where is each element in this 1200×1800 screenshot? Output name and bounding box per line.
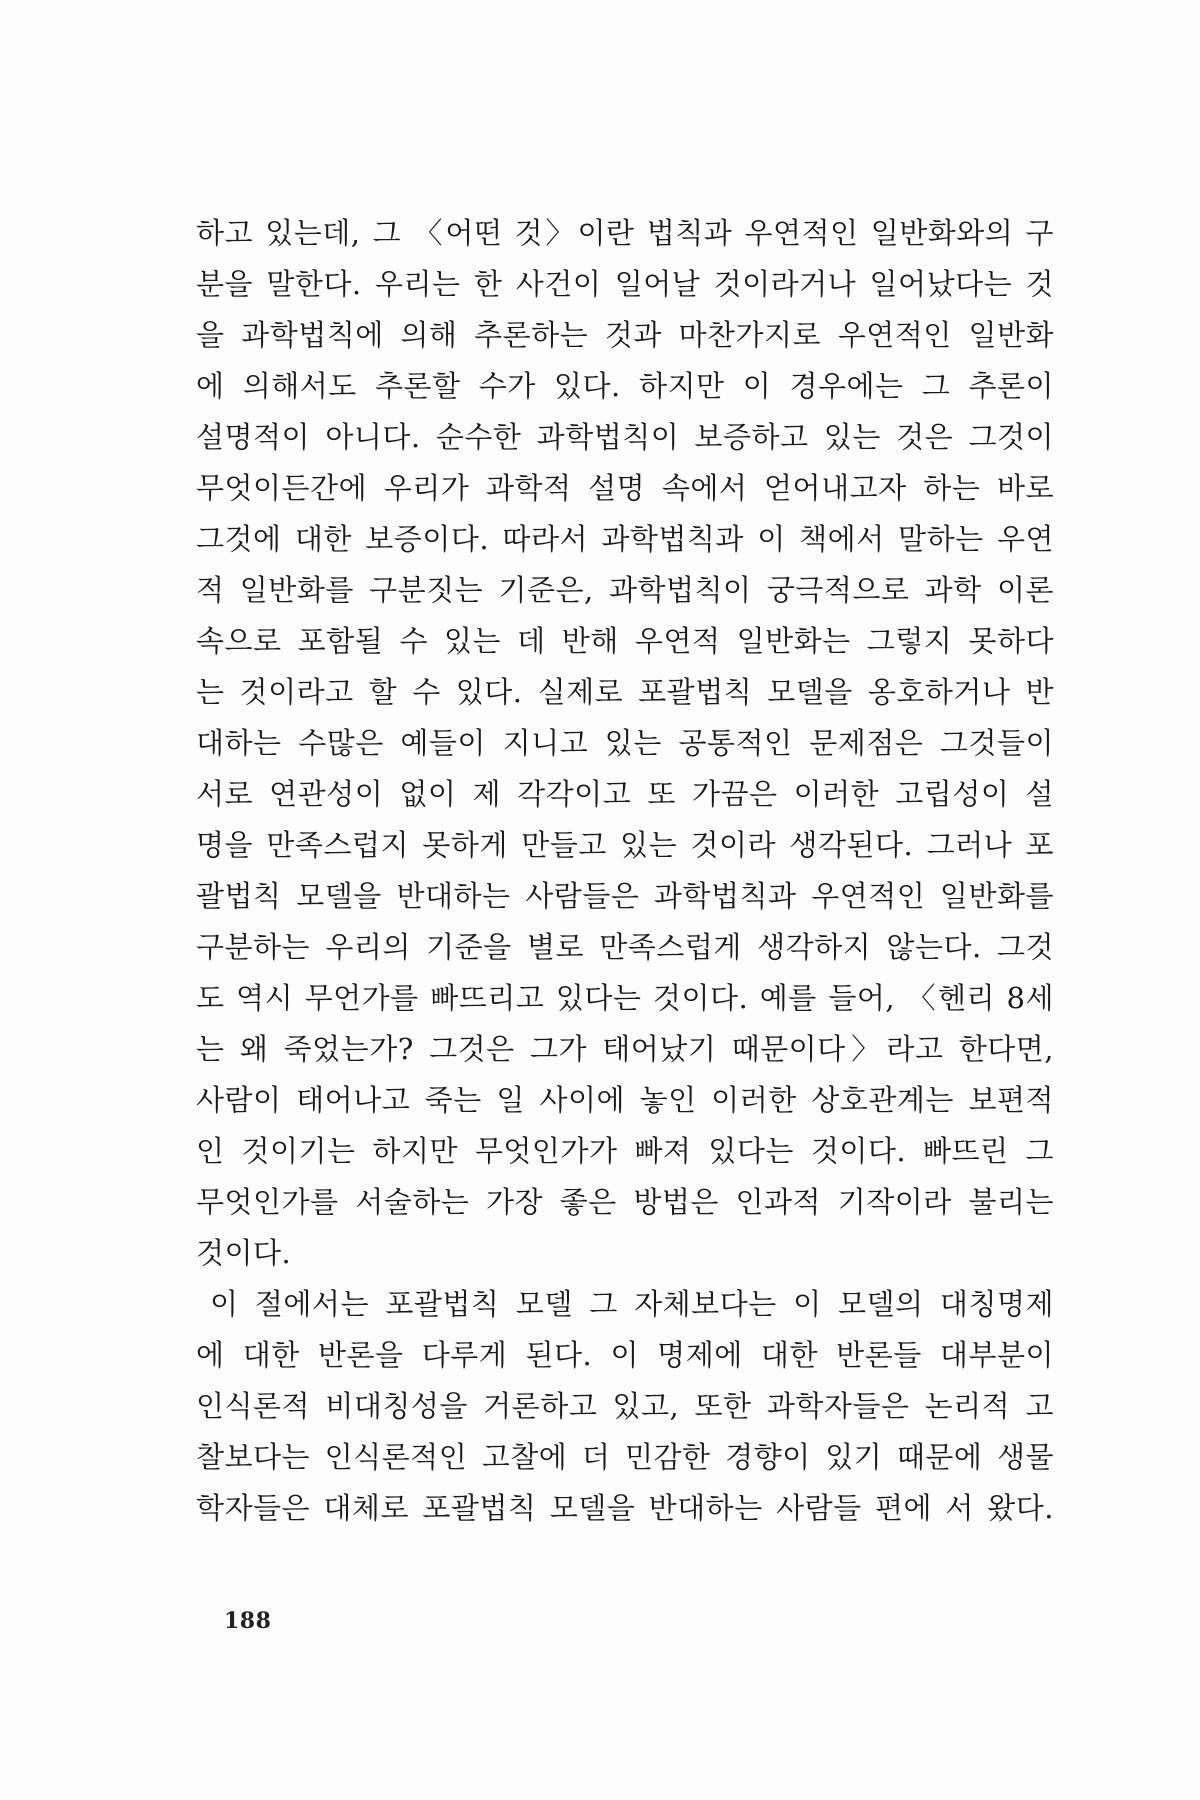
text-line: 서로 연관성이 없이 제 각각이고 또 가끔은 이러한 고립성이 설 bbox=[196, 777, 1054, 811]
text-line: 는 왜 죽었는가? 그것은 그가 태어났기 때문이다〉라고 한다면, bbox=[196, 1032, 1054, 1066]
text-line: 것이다. bbox=[196, 1236, 292, 1270]
text-line: 대하는 수많은 예들이 지니고 있는 공통적인 문제점은 그것들이 bbox=[196, 726, 1054, 760]
text-line: 그것에 대한 보증이다. 따라서 과학법칙과 이 책에서 말하는 우연 bbox=[196, 522, 1054, 556]
text-line: 사람이 태어나고 죽는 일 사이에 놓인 이러한 상호관계는 보편적 bbox=[196, 1083, 1054, 1117]
text-line: 분을 말한다. 우리는 한 사건이 일어날 것이라거나 일어났다는 것 bbox=[196, 267, 1054, 301]
text-line: 에 대한 반론을 다루게 된다. 이 명제에 대한 반론들 대부분이 bbox=[196, 1338, 1054, 1372]
text-line: 찰보다는 인식론적인 고찰에 더 민감한 경향이 있기 때문에 생물 bbox=[196, 1440, 1054, 1474]
text-line: 괄법칙 모델을 반대하는 사람들은 과학법칙과 우연적인 일반화를 bbox=[196, 879, 1054, 913]
body-text bbox=[196, 208, 1054, 1534]
text-line: 인 것이기는 하지만 무엇인가가 빠져 있다는 것이다. 빠뜨린 그 bbox=[196, 1134, 1054, 1168]
text-line: 학자들은 대체로 포괄법칙 모델을 반대하는 사람들 편에 서 왔다. bbox=[196, 1491, 1054, 1525]
text-line: 무엇이든간에 우리가 과학적 설명 속에서 얻어내고자 하는 바로 bbox=[196, 471, 1054, 505]
text-line: 구분하는 우리의 기준을 별로 만족스럽게 생각하지 않는다. 그것 bbox=[196, 930, 1054, 964]
text-line: 인식론적 비대칭성을 거론하고 있고, 또한 과학자들은 논리적 고 bbox=[196, 1389, 1054, 1423]
text-line: 속으로 포함될 수 있는 데 반해 우연적 일반화는 그렇지 못하다 bbox=[196, 624, 1054, 658]
text-line: 는 것이라고 할 수 있다. 실제로 포괄법칙 모델을 옹호하거나 반 bbox=[196, 675, 1054, 709]
text-line: 명을 만족스럽지 못하게 만들고 있는 것이라 생각된다. 그러나 포 bbox=[196, 828, 1054, 862]
text-line: 설명적이 아니다. 순수한 과학법칙이 보증하고 있는 것은 그것이 bbox=[196, 420, 1054, 454]
text-line: 하고 있는데, 그 〈어떤 것〉이란 법칙과 우연적인 일반화와의 구 bbox=[196, 216, 1054, 250]
text-line: 무엇인가를 서술하는 가장 좋은 방법은 인과적 기작이라 불리는 bbox=[196, 1185, 1054, 1219]
page-number: 188 bbox=[224, 1608, 272, 1634]
text-line: 도 역시 무언가를 빠뜨리고 있다는 것이다. 예를 들어, 〈헨리 8세 bbox=[196, 981, 1054, 1015]
text-line: 이 절에서는 포괄법칙 모델 그 자체보다는 이 모델의 대칭명제 bbox=[210, 1287, 1054, 1321]
text-line: 에 의해서도 추론할 수가 있다. 하지만 이 경우에는 그 추론이 bbox=[196, 369, 1054, 403]
text-line: 을 과학법칙에 의해 추론하는 것과 마찬가지로 우연적인 일반화 bbox=[196, 318, 1054, 352]
text-line: 적 일반화를 구분짓는 기준은, 과학법칙이 궁극적으로 과학 이론 bbox=[196, 573, 1054, 607]
